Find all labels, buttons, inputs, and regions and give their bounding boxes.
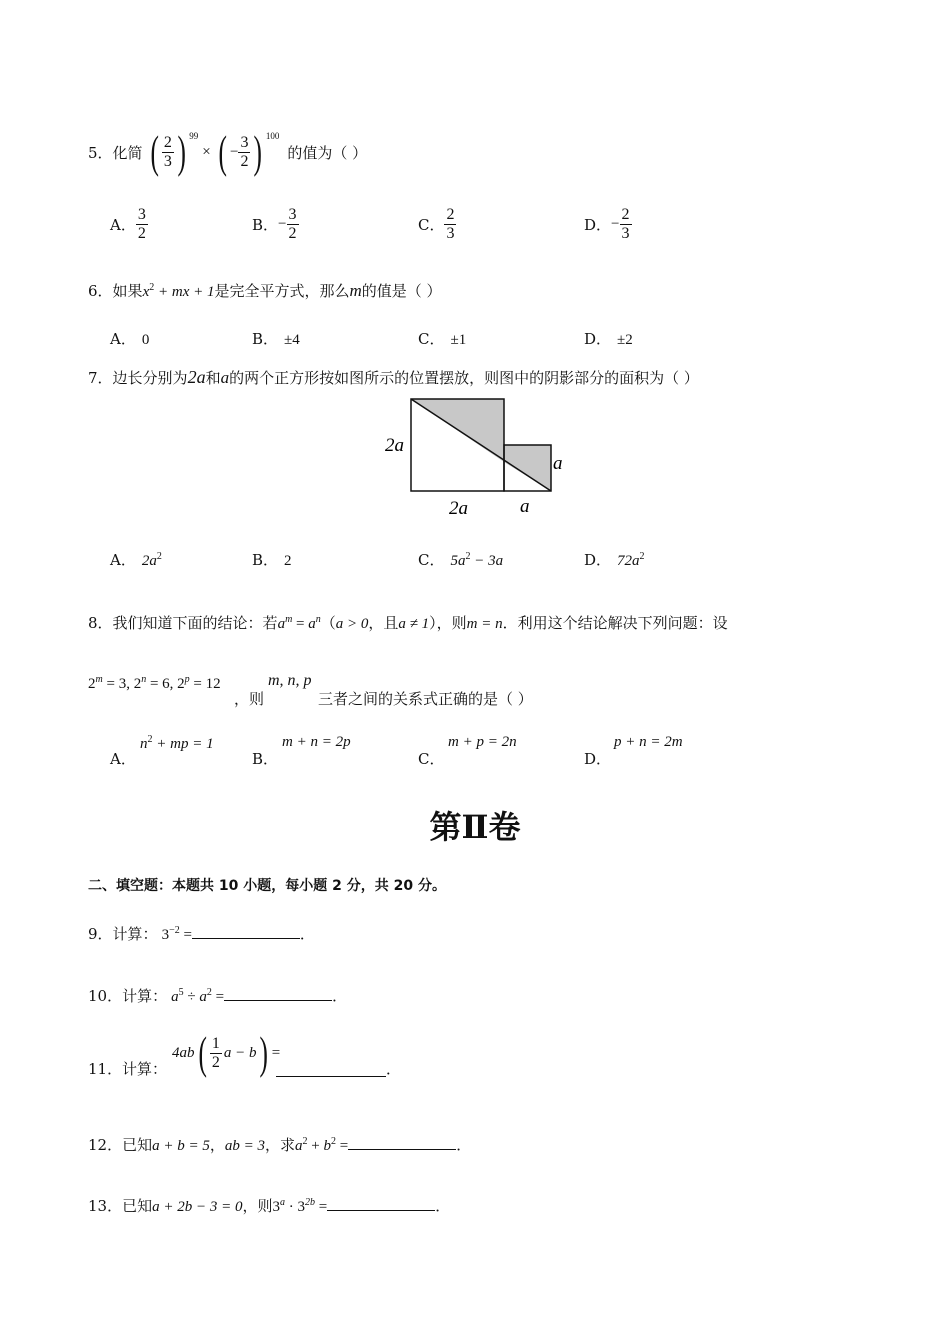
question-text: ，则: [242, 1197, 273, 1215]
option-label: B．: [252, 551, 279, 569]
math-var: a: [199, 989, 207, 1005]
q7-option-b[interactable]: [252, 549, 292, 570]
math-op: =: [292, 616, 309, 632]
question-text: ．: [299, 925, 315, 943]
option-value: m + p = 2n: [448, 734, 517, 750]
question-text: ，且: [368, 614, 399, 632]
question-text: （: [320, 614, 336, 632]
math-base: 3: [272, 1199, 280, 1215]
exponent: 2: [330, 1136, 336, 1147]
question-number: 5．: [88, 143, 113, 162]
option-label: A．: [110, 551, 136, 569]
question-text: 和: [205, 369, 221, 387]
question-text: 三者之间的关系式正确的是（ ）: [318, 690, 533, 708]
option-fraction: $\frac{3}{2}$: [288, 205, 297, 242]
option-label: D．: [584, 215, 612, 234]
exponent: 2: [206, 987, 212, 998]
math-var: a: [277, 616, 286, 632]
option-label: A．: [110, 750, 136, 768]
option-label: C．: [418, 330, 445, 348]
question-text: 计算：: [122, 1060, 168, 1078]
option-value: ±2: [617, 332, 633, 348]
squares-figure: [380, 392, 580, 522]
exponent: n: [315, 614, 321, 625]
option-value: 2: [284, 553, 292, 569]
option-value: 5a: [450, 553, 466, 569]
exponent: 2: [465, 551, 471, 562]
question-text: ，则: [234, 690, 265, 708]
math-op: =: [179, 927, 192, 943]
answer-blank[interactable]: [348, 1133, 456, 1150]
question-number: 11．: [88, 1060, 123, 1078]
times-sign: ×: [202, 143, 211, 160]
minus-sign: −: [230, 143, 239, 160]
math-base: 3: [297, 1199, 305, 1215]
question-text: 如果: [112, 282, 143, 300]
math-expression: ab = 3: [224, 1138, 265, 1154]
math-var: a: [295, 1138, 303, 1154]
question-8-line-2: [88, 674, 788, 710]
q8-option-d[interactable]: [584, 734, 744, 770]
question-text: ），则: [429, 614, 467, 632]
question-7: [88, 367, 699, 388]
math-expression: + mx + 1: [154, 284, 215, 300]
q6-option-a[interactable]: [110, 328, 149, 349]
option-label: C．: [418, 750, 445, 768]
q6-option-c[interactable]: [418, 328, 466, 349]
exponent: a: [280, 1197, 285, 1208]
question-text: ．利用这个结论解决下列问题：设: [502, 614, 728, 632]
option-label: D．: [584, 330, 612, 348]
math-op: ÷: [183, 989, 200, 1005]
label-right: a: [553, 453, 563, 474]
answer-blank[interactable]: [327, 1194, 435, 1211]
option-label: C．: [418, 551, 445, 569]
question-text: 我们知道下面的结论：若: [112, 614, 278, 632]
option-value: − 3a: [470, 553, 504, 569]
question-8: [88, 612, 728, 633]
math-expression: a + 2b − 3 = 0: [152, 1199, 243, 1215]
option-fraction: $\frac{3}{2}$: [137, 205, 146, 242]
question-text: ．: [435, 1197, 451, 1215]
q7-option-d[interactable]: [584, 549, 645, 570]
q6-option-b[interactable]: [252, 328, 300, 349]
question-text: 计算：: [112, 925, 158, 943]
fraction: $\frac{2}{3}$: [163, 133, 172, 170]
question-number: 13．: [88, 1197, 123, 1215]
q6-option-d[interactable]: [584, 328, 633, 349]
math-expression: 4ab ( $\frac{1}{2}$ a − b ) =: [172, 1027, 281, 1078]
q5-option-d[interactable]: [584, 204, 632, 244]
math-var: x: [142, 284, 150, 300]
option-sign: −: [611, 215, 620, 232]
math-expression: a ≠ 1: [398, 616, 430, 632]
question-number: 7．: [88, 369, 113, 387]
question-10: [88, 984, 347, 1006]
exponent: 2: [302, 1136, 308, 1147]
question-6: [88, 280, 442, 301]
fraction: $\frac{3}{2}$: [240, 133, 249, 170]
question-number: 6．: [88, 282, 113, 300]
answer-blank[interactable]: [192, 922, 300, 939]
exponent: 2b: [305, 1197, 315, 1208]
question-number: 12．: [88, 1136, 123, 1154]
option-label: A．: [110, 330, 136, 348]
exponent: m: [285, 614, 293, 625]
math-op: +: [307, 1138, 324, 1154]
question-text: ．: [332, 987, 348, 1005]
question-text: 边长分别为: [112, 369, 188, 387]
option-value: ±1: [450, 332, 467, 348]
option-value: m + n = 2p: [282, 734, 351, 750]
math-expression: a > 0: [335, 616, 369, 632]
option-value: 72a: [617, 553, 640, 569]
question-11: [88, 1027, 488, 1090]
option-label: B．: [252, 330, 279, 348]
option-sign: −: [278, 215, 287, 232]
q8-option-b[interactable]: [252, 734, 412, 770]
math-op: =: [211, 989, 225, 1005]
option-label: B．: [252, 215, 279, 234]
q7-option-c[interactable]: [418, 549, 503, 570]
math-var: a: [220, 368, 230, 387]
exponent: 100: [265, 131, 280, 141]
math-vars: m, n, p: [268, 672, 312, 689]
math-op: =: [335, 1138, 349, 1154]
label-bottom-right: a: [520, 496, 530, 517]
q8-option-c[interactable]: [418, 734, 578, 770]
label-left: 2a: [385, 435, 404, 456]
exponent: 2: [639, 551, 645, 562]
question-13: [88, 1194, 450, 1216]
option-value: 2a: [141, 553, 157, 569]
math-op: ·: [285, 1199, 298, 1215]
math-var: m: [349, 281, 362, 300]
label-bottom-left: 2a: [449, 498, 468, 519]
question-number: 9．: [88, 925, 113, 943]
question-text: 已知: [122, 1197, 153, 1215]
question-text: 的值为（ ）: [287, 143, 368, 162]
option-value: p + n = 2m: [614, 734, 683, 750]
option-label: C．: [418, 215, 445, 234]
answer-blank[interactable]: [276, 1060, 386, 1077]
question-text: 已知: [122, 1136, 153, 1154]
option-value: 0: [141, 332, 150, 348]
option-label: D．: [584, 750, 612, 768]
option-fraction: $\frac{2}{3}$: [446, 205, 455, 242]
question-text: 计算：: [122, 987, 168, 1005]
exponent: 2: [156, 551, 162, 562]
question-9: [88, 922, 315, 944]
exponent: 2: [149, 282, 155, 293]
option-value: ±4: [284, 332, 300, 348]
math-expression: m = n: [466, 616, 503, 632]
q8-option-a[interactable]: [110, 734, 250, 770]
option-label: A．: [110, 215, 136, 234]
exponent: −2: [169, 925, 180, 936]
math-var: a: [308, 616, 316, 632]
math-base: 3: [161, 927, 170, 943]
shaded-region-small: [504, 445, 551, 491]
math-var: a: [171, 989, 179, 1005]
q7-option-a[interactable]: [110, 549, 162, 570]
q5-option-b[interactable]: [252, 204, 299, 244]
question-text: 是完全平方式，那么: [214, 282, 350, 300]
question-text: ，: [209, 1136, 225, 1154]
question-text: 的值是（ ）: [361, 282, 442, 300]
question-12: [88, 1133, 471, 1155]
given-equations: $2^m = 3$, $2^n = 6$, $2^p = 12$: [88, 674, 221, 692]
exponent: 5: [178, 987, 184, 998]
question-number: 10．: [88, 987, 123, 1005]
answer-blank[interactable]: [224, 984, 332, 1001]
question-text: ，求: [265, 1136, 296, 1154]
math-var: b: [323, 1138, 331, 1154]
question-text: ．: [456, 1136, 472, 1154]
math-op: =: [315, 1199, 328, 1215]
part-title: 第Ⅱ卷: [429, 808, 521, 846]
option-fraction: $\frac{2}{3}$: [621, 205, 630, 242]
q5-option-a[interactable]: [110, 204, 148, 244]
question-5: 5． 化简 ( $\frac{2}{3}$ ) 99 × ( − $\frac{3}{2}$ ) 100 的值为（ ）: [88, 126, 368, 177]
math-expression: a + b = 5: [152, 1138, 210, 1154]
section-heading: 二、填空题：本题共 10 小题，每小题 2 分，共 20 分。: [88, 878, 446, 894]
question-text: ．: [386, 1060, 402, 1078]
option-label: B．: [252, 750, 279, 768]
question-text: 化简: [112, 143, 143, 162]
question-number: 8．: [88, 614, 113, 632]
option-value: $n^2$ + mp = 1: [140, 734, 214, 752]
q5-option-c[interactable]: [418, 204, 456, 244]
exponent: 99: [189, 131, 199, 141]
option-label: D．: [584, 551, 612, 569]
math-var: 2a: [187, 367, 206, 387]
question-text: 的两个正方形按如图所示的位置摆放，则图中的阴影部分的面积为（ ）: [229, 369, 699, 387]
